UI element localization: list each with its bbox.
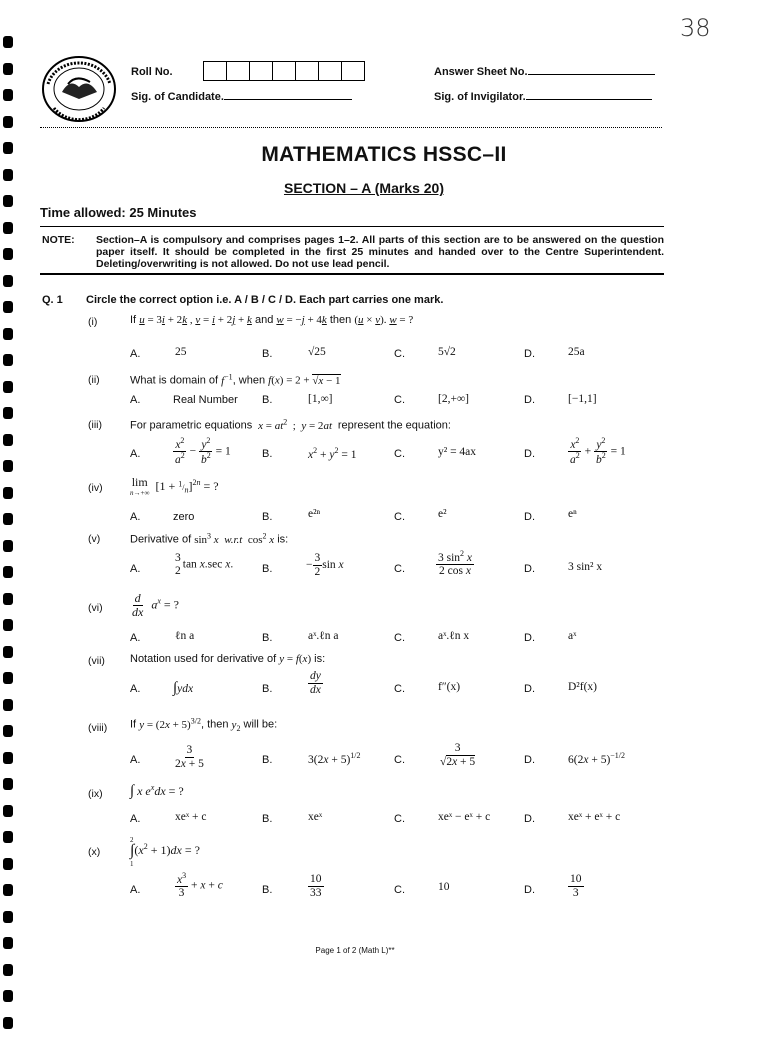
q-viii-option-a[interactable]: $\frac{3}{2x + 5}$ <box>175 744 204 770</box>
q-ix-option-b-letter: B. <box>262 813 273 825</box>
q-iii-option-b-letter: B. <box>262 448 273 460</box>
q-ix-number: (ix) <box>88 788 103 800</box>
note-text: Section–A is compulsory and comprises pages 1–2. All parts of this section are to be answered on the question paper itself. It should be completed in the first 25 minutes and handed over to the Centre Superintendent. Deleting/overwriting is not allowed. Do not use lead pencil. <box>96 234 664 270</box>
roll-no-label: Roll No. <box>131 66 173 78</box>
q-ix-option-d-letter: D. <box>524 813 535 825</box>
q-vii-option-c-letter: C. <box>394 683 405 695</box>
q-v-number: (v) <box>88 533 101 545</box>
q-iii-option-b[interactable]: $x^2 + y^2 = 1$ <box>308 446 357 461</box>
q-viii-number: (viii) <box>88 722 108 734</box>
q-vii-option-d-letter: D. <box>524 683 535 695</box>
q-x-option-a-letter: A. <box>130 884 141 896</box>
note-label: NOTE: <box>42 234 75 246</box>
q-vi-option-d[interactable]: aˣ <box>568 630 577 642</box>
q-x-option-b-letter: B. <box>262 884 273 896</box>
q-iv-option-d-letter: D. <box>524 511 535 523</box>
q-ii-option-d-letter: D. <box>524 394 535 406</box>
q-x-option-a[interactable]: $\frac{x^3}{3}$ + x + c <box>177 871 223 900</box>
q-vii-text: Notation used for derivative of y = f(x) is: <box>130 653 326 665</box>
q-iii-number: (iii) <box>88 419 102 431</box>
q-vii-option-b[interactable]: $\frac{dy}{dx}$ <box>310 670 321 696</box>
q-ix-option-c[interactable]: xeˣ − eˣ + c <box>438 811 491 823</box>
q-i-option-c[interactable]: 5√2 <box>438 346 456 358</box>
q-vi-number: (vi) <box>88 602 103 614</box>
q-vii-number: (vii) <box>88 655 105 667</box>
q-i-option-c-letter: C. <box>394 348 405 360</box>
q-x-option-d[interactable]: $\frac{10}{3}$ <box>570 873 582 899</box>
q-iii-option-c[interactable]: y² = 4ax <box>438 446 477 458</box>
sig-invigilator-label: Sig. of Invigilator. <box>434 91 652 103</box>
q-viii-option-c[interactable]: $\frac{3}{√2x + 5}$ <box>440 742 476 768</box>
roll-no-boxes[interactable] <box>203 61 365 81</box>
q-viii-option-d-letter: D. <box>524 754 535 766</box>
q-iv-option-b-letter: B. <box>262 511 273 523</box>
q-x-number: (x) <box>88 846 101 858</box>
q-vii-option-d[interactable]: D²f(x) <box>568 681 597 693</box>
q-iii-option-d[interactable]: $\frac{x^2}{a^2}$ + $\frac{y^2}{b^2}$ = 1 <box>570 436 626 467</box>
q-vi-option-c-letter: C. <box>394 632 405 644</box>
handwritten-page-number: 38 <box>680 14 711 42</box>
q-ix-option-b[interactable]: xeˣ <box>308 811 323 823</box>
q-vi-text: $\frac{d}{dx}$ $a^x$ = ? <box>132 591 179 620</box>
page-footer: Page 1 of 2 (Math L)** <box>315 946 395 955</box>
note-bottom-rule <box>40 273 664 275</box>
sig-invigilator-field[interactable] <box>526 99 652 100</box>
q-iii-option-c-letter: C. <box>394 448 405 460</box>
q-x-option-d-letter: D. <box>524 884 535 896</box>
q-i-text: If u = 3i + 2k , v = i + 2j + k and w = −j + 4k then (u × v). w = ? <box>130 314 414 326</box>
q-iii-option-a[interactable]: $\frac{x^2}{a^2}$ − $\frac{y^2}{b^2}$ = 1 <box>175 436 231 467</box>
q-iv-number: (iv) <box>88 482 103 494</box>
q-vi-option-b[interactable]: aˣ.ℓn a <box>308 630 339 642</box>
q-viii-option-d[interactable]: $6(2x + 5)^{-1/2}$ <box>568 751 626 766</box>
answer-sheet-field[interactable] <box>528 74 655 75</box>
q-iv-text: lim n→+∞ $[1 + ^1/_n]^{2n}$ = ? <box>130 475 219 497</box>
q-viii-option-a-letter: A. <box>130 754 141 766</box>
q-x-option-c-letter: C. <box>394 884 405 896</box>
q-vi-option-a-letter: A. <box>130 632 141 644</box>
q-ii-option-b-letter: B. <box>262 394 273 406</box>
q-v-option-a[interactable]: 3 2 tan x.sec x. <box>175 552 234 577</box>
note-top-rule <box>40 226 664 227</box>
q-ix-option-c-letter: C. <box>394 813 405 825</box>
q-viii-option-b[interactable]: $3(2x + 5)^{1/2}$ <box>308 751 361 766</box>
q-vi-option-a[interactable]: ℓn a <box>175 630 195 642</box>
q-ii-option-a[interactable]: Real Number <box>173 394 238 406</box>
q-ii-option-c-letter: C. <box>394 394 405 406</box>
sig-candidate-label: Sig. of Candidate. <box>131 91 352 103</box>
q-v-option-d[interactable]: 3 sin² x <box>568 561 603 573</box>
q1-instruction: Circle the correct option i.e. A / B / C / D. Each part carries one mark. <box>86 294 444 306</box>
q-ix-option-a-letter: A. <box>130 813 141 825</box>
q-i-option-a-letter: A. <box>130 348 141 360</box>
answer-sheet-label: Answer Sheet No. <box>434 66 655 78</box>
q-vii-option-c[interactable]: f″(x) <box>438 681 461 693</box>
q-vi-option-d-letter: D. <box>524 632 535 644</box>
q-v-option-c-letter: C. <box>394 563 405 575</box>
q-i-option-d-letter: D. <box>524 348 535 360</box>
q-iv-option-a[interactable]: zero <box>173 511 195 523</box>
q-vi-option-b-letter: B. <box>262 632 273 644</box>
q-v-option-d-letter: D. <box>524 563 535 575</box>
q-i-option-b-letter: B. <box>262 348 273 360</box>
q-ix-option-a[interactable]: xeˣ + c <box>175 811 207 823</box>
q-viii-text: If $y = (2x + 5)^{3/2}$, then $y_2$ will be: <box>130 716 278 733</box>
q-x-option-b[interactable]: $\frac{10}{33}$ <box>310 873 322 899</box>
q-ix-text: ∫ x $e^xdx$ = ? <box>130 783 184 799</box>
q-vi-option-c[interactable]: aˣ.ℓn x <box>438 630 470 642</box>
q-ii-text: What is domain of $f^{-1}$, when f(x) = 2 + √x − 1 <box>130 372 341 387</box>
q1-label: Q. 1 <box>42 294 63 306</box>
q-vii-option-a-letter: A. <box>130 683 141 695</box>
q-iv-option-b[interactable]: e²ⁿ <box>308 508 321 520</box>
section-title: SECTION – A (Marks 20) <box>283 180 444 196</box>
q-iv-option-c-letter: C. <box>394 511 405 523</box>
q-ii-option-d[interactable]: [−1,1] <box>568 393 597 405</box>
q-iii-option-d-letter: D. <box>524 448 535 460</box>
time-allowed: Time allowed: 25 Minutes <box>40 205 197 220</box>
q-i-option-a[interactable]: 25 <box>175 346 187 358</box>
q-i-option-d[interactable]: 25a <box>568 346 585 358</box>
q-viii-option-c-letter: C. <box>394 754 405 766</box>
q-v-option-a-letter: A. <box>130 563 141 575</box>
q-vii-option-b-letter: B. <box>262 683 273 695</box>
q-ii-option-c[interactable]: [2,+∞] <box>438 393 469 405</box>
cut-line <box>40 127 662 128</box>
q-ix-option-d[interactable]: xeˣ + eˣ + c <box>568 811 621 823</box>
sig-candidate-field[interactable] <box>224 99 352 100</box>
q-i-number: (i) <box>88 316 98 328</box>
q-ii-option-a-letter: A. <box>130 394 141 406</box>
q-x-text: 2 ∫ $1(x^2 + 1)dx$ = ? <box>130 836 200 868</box>
q-v-text: Derivative of $\sin^3 x$ w.r.t $\cos^2 x$ is: <box>130 531 289 546</box>
page-title: MATHEMATICS HSSC–II <box>261 143 507 166</box>
q-iv-option-d[interactable]: eⁿ <box>568 508 577 520</box>
q-v-option-b[interactable]: − $\frac{3}{2}$ sin x <box>306 552 344 578</box>
q-iii-text: For parametric equations $x = at^2$ ; y = 2at represent the equation: <box>130 417 451 432</box>
q-v-option-c[interactable]: $\frac{3 \sin^2 x}{\text{2 cos x}}$ <box>438 549 473 578</box>
q-i-option-b[interactable]: √25 <box>308 346 326 358</box>
q-v-option-b-letter: B. <box>262 563 273 575</box>
q-iv-option-c[interactable]: e² <box>438 508 447 520</box>
q-viii-option-b-letter: B. <box>262 754 273 766</box>
q-ii-option-b[interactable]: [1,∞] <box>308 393 333 405</box>
q-iv-option-a-letter: A. <box>130 511 141 523</box>
q-iii-option-a-letter: A. <box>130 448 141 460</box>
board-seal-logo <box>40 54 118 129</box>
q-x-option-c[interactable]: 10 <box>438 881 450 893</box>
q-ii-number: (ii) <box>88 374 100 386</box>
q-vii-option-a[interactable]: ∫ydx <box>173 680 194 696</box>
